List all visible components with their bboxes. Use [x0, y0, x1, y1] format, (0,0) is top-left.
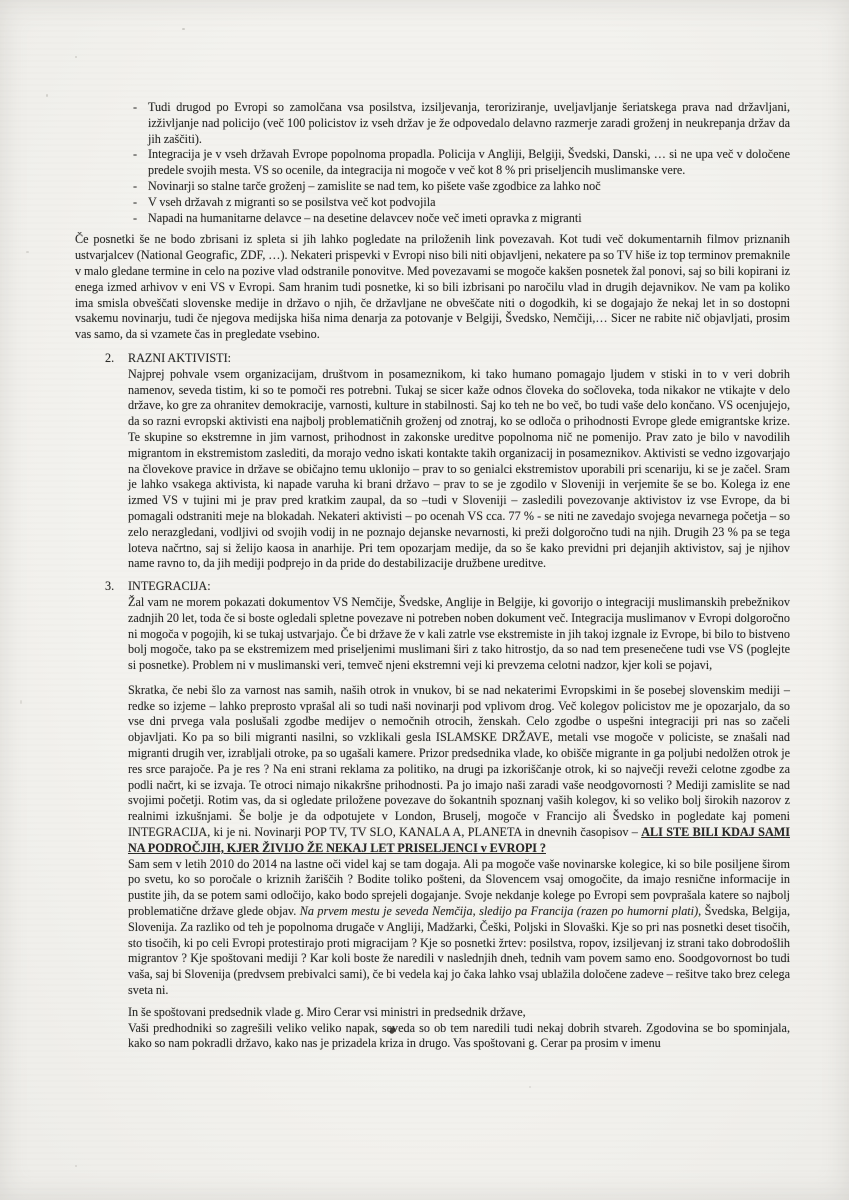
closing-block	[128, 1005, 790, 1052]
bullet-item	[75, 211, 790, 227]
paragraph-field-experience	[128, 857, 790, 999]
section-title: RAZNI AKTIVISTI:	[128, 350, 232, 365]
bullet-dash: -	[133, 194, 138, 209]
section-heading	[75, 579, 790, 595]
section-number: 3.	[105, 579, 115, 594]
bullet-dash: -	[133, 147, 138, 162]
intro-paragraph: Če posnetki še ne bodo zbrisani iz spleta si jih lahko pogledate na priloženih link povezavah. Kot tudi več dokumentarnih filmov priznanih ustvarjalcev (National Geografic, ZDF, …). Nekateri prispevki v Evropi niso bili niti objavljeni, nekatere pa so TV hiše iz top terminov premaknile v malo gledane termine in celo na pozive vlad odstranile ponovitve. Med povezavami se mogoče kakšen posnetek žal ponovi, saj so bili kopirani iz enega izmed arhivov v eni VS v Evropi. Sam hranim tudi posnetke, ki so bili izbrisani po naročilu vlad in drugih dejavnikov. Ne vam pa koliko ima smisla obveščati slovenske medije in državo o njih, če državljane ne obveščate niti o dogodkih, ki se dogajajo že nekaj let in so dostopni vsakemu novinarju, tudi če njegova medijska hiša nima denarja za potovanje v Belgiji, Švedsko, Nemčiji,… Sicer ne rabite nič objavljati, prosim vas samo, da si vzamete čas in pregledate vsebino.	[75, 232, 790, 342]
bullet-item	[75, 195, 790, 211]
bullet-text: Novinarji so stalne tarče groženj – zamislite se nad tem, ko pišete vaše zgodbice za lahko noč	[148, 178, 601, 193]
experience-part1: Sam sem v letih 2010 do 2014 na lastne oči videl kaj se tam dogaja. Ali pa mogoče vaše novinarske kolegice, ki so bile posiljene širom po svetu, ko so poročale o kriznih žariščih ? Bodite toliko pošteni, da Slovencem vsaj omogočite, da imajo resnične informacije in pustite jih, da se potem sami odločijo, kako bodo sprejeli dogajanje. Svoje nekdanje kolege po Evropi sem povprašala katere so najbolj problematične države glede objav.	[128, 856, 790, 919]
section-number: 2.	[105, 350, 115, 365]
scan-speck	[75, 56, 77, 58]
scan-speck	[20, 700, 22, 704]
bullet-list	[75, 100, 790, 226]
section-body: Najprej pohvale vsem organizacijam, društvom in posameznikom, ki tako humano pomagajo ljudem v stiski in to v veri dobrih namenov, seveda tistim, ki so te pomoči res potrebni. Tukaj se sicer kaže odnos človeka do sočloveka, toda nikakor ne vtikajte v delo države, ko gre za ohranitev demokracije, varnosti, kulture in stabilnosti. Saj ko teh ne bo več, bo tudi vaše delo končano. VS ocenjujejo, da so razni evropski aktivisti ena najbolj problematičnih groženj od znotraj, ko se odloča o prihodnosti Evrope glede emigrantske krize. Te skupine so ekstremne in jim varnost, prihodnost in zakonske ureditve popolnoma nič ne pomenijo. Prav zato je bilo v navodilih migrantom in ekstremistom zaslediti, da morajo vedno iskati kontakte takih organizacij in posameznikov. Aktivisti se vedno izgovarjajo na človekove pravice in države se običajno temu uklonijo – prav to so genialci ekstremistov uporabili pri scenariju, ki se je začel. Sram je lahko vsakega aktivista, ki napade varuha ki brani državo – prav to se je zgodilo v Sloveniji in verjemite še se bo. Kolega iz ene izmed VS v tujini mi je prav pred kratkim zaupal, da so –tudi v Sloveniji – zasledili povezovanje aktivistov iz vse Evrope, da bi pomagali odstraniti meje na blokadah. Nekateri aktivisti – po ocenah VS cca. 77 % - se niti ne zavedajo svojega nevarnega početja – so zelo nerazgledani, vodljivi od svojih vodij in ne poznajo dejanske nevarnosti, ki preži dolgoročno tudi na njih. Drugih 23 % pa se tega loteva načrtno, saj si želijo kaosa in anarhije. Pri tem opozarjam medije, da so še kako previdni pri dejanjih aktivistov, saj je njihov name ravno to, da jih mediji podprejo in da pride do destabilizacije družbene ureditve.	[128, 366, 790, 571]
closing-paragraph: Vaši predhodniki so zagrešili veliko veliko napak, seveda so ob tem naredili tudi nekaj dobrih stvareh. Zgodovina se bo spominjala, kako so nam pokradli državo, kako nas je prizadela kriza in drugo. Vas spoštovani g. Cerar pa prosim v imenu	[128, 1020, 790, 1051]
scan-speck	[75, 1165, 77, 1167]
bullet-item	[75, 147, 790, 179]
bullet-dash: -	[133, 210, 138, 225]
scan-speck	[26, 251, 29, 253]
experience-italic-run: Na prvem mestu je seveda Nemčija, sledijo pa Francija (razen po humorni plati)	[299, 904, 699, 919]
bullet-text: Integracija je v vseh državah Evrope popolnoma propadla. Policija v Angliji, Belgiji, Švedski, Danski, … si ne upa več v določene predele svojih mesta. VS so ocenile, da integracija ni mogoče v več kot 8 % pri priseljencih muslimanske vere.	[148, 147, 790, 178]
section-razni-aktivisti	[75, 351, 790, 572]
section-integracija	[75, 579, 790, 674]
closing-salutation: In še spoštovani predsednik vlade g. Miro Cerar vsi ministri in predsednik države,	[128, 1004, 526, 1019]
bullet-dash: -	[133, 178, 138, 193]
scan-speck	[182, 28, 185, 30]
paragraph-media-criticism	[128, 683, 790, 857]
bullet-text: Napadi na humanitarne delavce – na desetine delavcev noče več imeti opravka z migranti	[148, 210, 582, 225]
experience-part2: , Švedska, Belgija, Slovenija. Za razliko od teh je popolnoma drugače v Angliji, Madžarki, Češki, Poljski in Slovaški. Kje so pri nas posnetki deset tisočih, sto tisočih, ki po celi Evropi protestirajo proti migracijam ? Kje so posnetki žrtev: posilstva, ropov, izsiljevanj iz strani tako dobrodošlih migrantov ? Kje spoštovani mediji ? Kar koli boste že naredili v naslednjih dneh, tednih vam povem samo eno. Soodgovornost bo tudi vaša, saj bi Slovenija (predvsem prebivalci sami), če bi vedela kaj jo čaka lahko vsaj ublažila določene zadeve – rešitve tako brez celega sveta ni.	[128, 904, 790, 998]
section-body: Žal vam ne morem pokazati dokumentov VS Nemčije, Švedske, Anglije in Belgije, ki govorijo o integraciji muslimanskih prebežnikov zadnjih 20 let, toda če si boste ogledali spletne povezave ni potreben noben dokument več. Integracija muslimanov v Evropi dolgoročno ni mogoča v pogojih, ki se tukaj ustvarjajo. Če bi države že v kali zatrle vse ekstremiste in jih takoj izgnale iz Evrope, bi bilo to bistveno bolj mogoče, tako pa se ekstremizem med priseljenimi muslimani širi z tako hitrostjo, da so nad tem presenečene tudi vse VS (poglejte si posnetke). Problem ni v muslimanski veri, temveč njeni ekstremni veji ki prevzema celotni nadzor, kjer koli se pojavi,	[128, 594, 790, 673]
bullet-item	[75, 100, 790, 147]
bullet-dash: -	[133, 100, 138, 114]
scan-speck	[529, 1086, 531, 1088]
bullet-item	[75, 179, 790, 195]
underlined-question: ALI STE BILI KDAJ SAMI NA PODROČJIH, KJER ŽIVIJO ŽE NEKAJ LET PRISELJENCI v EVROPI ?	[128, 825, 790, 855]
bullet-text: Tudi drugod po Evropi so zamolčana vsa posilstva, izsiljevanja, teroriziranje, uveljavljanje šeriatskega prava nad državljani, izživljanje nad policijo (več 100 policistov iz vseh držav je že odpovedalo delavno razmerje zaradi groženj in neukrepanja držav da jih zaščiti).	[148, 100, 790, 146]
media-paragraph-lead: Skratka, če nebi šlo za varnost nas samih, naših otrok in vnukov, bi se nad nekaterimi Evropskimi in še posebej slovenskim mediji – redke so izjeme – lahko preprosto vprašal ali so tudi naši novinarji pod vplivom drog. Več kolegov policistov me je opozarjalo, da so vse dni prvega vala poslušali zgodbe medijev o nemočnih otrocih, ženskah. Celo zgodbe o uspešni integraciji pri nas so začeli objavljati. Ko pa so bili migranti nasilni, so vzklikali gesla ISLAMSKE DRŽAVE, metali vse mogoče v policiste, se znašali nad migranti drugih ver, izrabljali otroke, pa so ugašali kamere. Prizor predsednika vlade, ko obišče migrante in ga poljubi nedolžen otrok je res srce parajoče. Pa je res ? Na eni strani reklama za politiko, na drugi pa izkoriščanje otrok, ki so največji reveži celotne zgodbe za podli načrt, ki se izvaja. Te otroci nimajo nikakršne prihodnosti. Pa jo imajo naši zaradi vaše neodgovornosti ? Mediji zamislite se nad svojimi početji. Rotim vas, da si ogledate priložene povezave do šokantnih spoznanj vaših kolegov, ki so veliko bolj širokih nazorov z realnimi izkušnjami. Še bolje je da odpotujete v London, Bruselj, mogoče v Francijo ali Švedsko in pogledate kaj pomeni INTEGRACIJA, ki je ni. Novinarji POP TV, TV SLO, KANALA A, PLANETA in dnevnih časopisov –	[128, 682, 790, 840]
bullet-text: V vseh državah z migranti so se posilstva več kot podvojila	[148, 194, 436, 209]
section-title: INTEGRACIJA:	[128, 579, 211, 594]
letter-body	[75, 100, 790, 1052]
section-heading	[75, 351, 790, 367]
scan-speck	[46, 94, 48, 97]
